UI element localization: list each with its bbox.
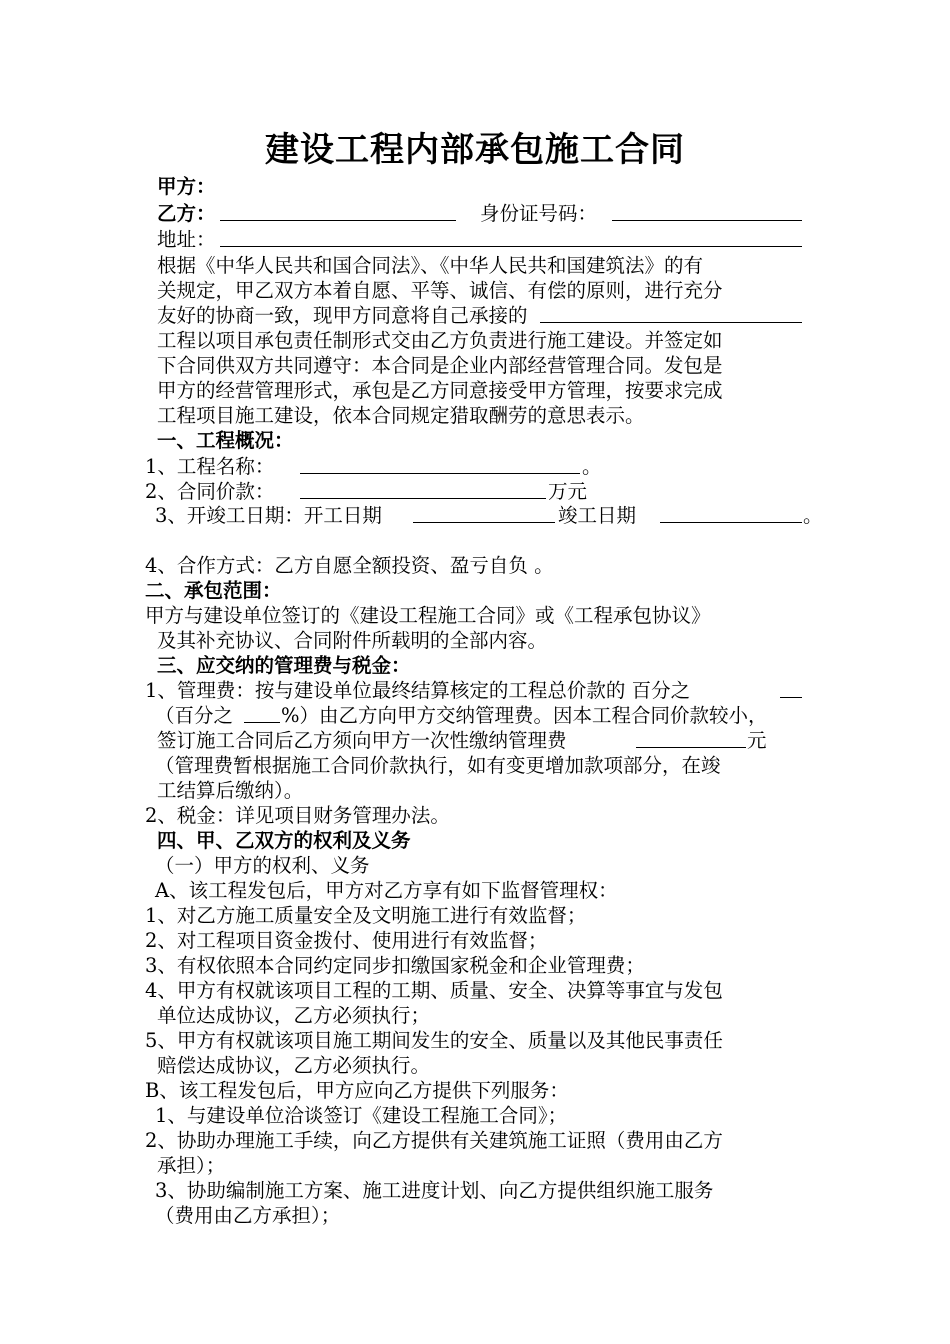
fee-unit: 元 (747, 729, 767, 752)
list-item-cont: 承担）； (157, 1154, 226, 1177)
intro-line: 根据《中华人民共和国合同法》、《中华人民共和国建筑法》的有 (157, 254, 704, 277)
scope-line: 及其补充协议、合同附件所载明的全部内容。 (157, 629, 548, 652)
list-item: 2、对工程项目资金拨付、使用进行有效监督； (145, 929, 548, 952)
list-title-b: B、该工程发包后，甲方应向乙方提供下列服务： (145, 1079, 569, 1102)
address-label: 地址： (157, 228, 216, 251)
list-item: 3、协助编制施工方案、施工进度计划、向乙方提供组织施工服务 (155, 1179, 714, 1202)
percent-blank[interactable] (244, 702, 280, 723)
list-item-cont: 单位达成协议，乙方必须执行； (157, 1004, 431, 1027)
fee-line: 签订施工合同后乙方须向甲方一次性缴纳管理费 (157, 729, 567, 752)
intro-line: 友好的协商一致，现甲方同意将自己承接的 (157, 304, 528, 327)
intro-line: 工程项目施工建设，依本合同规定猎取酬劳的意思表示。 (157, 404, 645, 427)
project-name-blank[interactable] (300, 453, 580, 474)
completion-date-blank[interactable] (660, 502, 802, 523)
fee-line: （管理费暂根据施工合同价款执行，如有变更增加款项部分，在竣 (155, 754, 721, 777)
project-name-label: 1、工程名称： (145, 455, 275, 478)
percent-words-blank[interactable] (780, 677, 802, 698)
list-item: 3、有权依照本合同约定同步扣缴国家税金和企业管理费； (145, 954, 645, 977)
section-heading-overview: 一、工程概况： (157, 429, 294, 452)
fee-line-b: %）由乙方向甲方交纳管理费。因本工程合同价款较小， (281, 704, 768, 727)
list-item-cont: （费用由乙方承担）； (155, 1204, 341, 1227)
contract-price-unit: 万元 (548, 480, 588, 503)
intro-line: 关规定，甲乙双方本着自愿、平等、诚信、有偿的原则，进行充分 (157, 279, 723, 302)
dates-end: 。 (803, 504, 823, 527)
party-b-label: 乙方： (157, 202, 216, 225)
dates-label: 3、开竣工日期：开工日期 (155, 504, 382, 527)
party-b-blank[interactable] (220, 200, 456, 221)
list-item: 5、甲方有权就该项目施工期间发生的安全、质量以及其他民事责任 (145, 1029, 723, 1052)
fee-line: 工结算后缴纳）。 (157, 779, 304, 802)
project-blank[interactable] (540, 302, 802, 323)
list-item: 2、协助办理施工手续，向乙方提供有关建筑施工证照（费用由乙方 (145, 1129, 723, 1152)
list-item: 4、甲方有权就该项目工程的工期、质量、安全、决算等事宜与发包 (145, 979, 723, 1002)
id-number-label: 身份证号码： (480, 202, 598, 225)
contract-price-label: 2、合同价款： (145, 480, 275, 503)
scope-line: 甲方与建设单位签订的《建设工程施工合同》或《工程承包协议》 (145, 604, 711, 627)
management-fee-blank[interactable] (636, 727, 746, 748)
list-item: 1、对乙方施工质量安全及文明施工进行有效监督； (145, 904, 587, 927)
contract-price-blank[interactable] (300, 478, 546, 499)
subsection-heading: （一）甲方的权利、义务 (155, 854, 370, 877)
list-title-a: A、该工程发包后，甲方对乙方享有如下监督管理权： (155, 879, 618, 902)
intro-line: 工程以项目承包责任制形式交由乙方负责进行施工建设。并签定如 (157, 329, 723, 352)
section-heading-rights: 四、甲、乙双方的权利及义务 (157, 829, 411, 852)
fee-line-a: （百分之 (155, 704, 234, 727)
completion-date-label: 竣工日期 (558, 504, 637, 527)
document-title: 建设工程内部承包施工合同 (265, 130, 685, 170)
cooperation-mode: 4、合作方式：乙方自愿全额投资、盈亏自负 。 (145, 554, 554, 577)
list-item-cont: 赔偿达成协议，乙方必须执行。 (157, 1054, 431, 1077)
fee-line: 1、管理费：按与建设单位最终结算核定的工程总价款的 百分之 (145, 679, 691, 702)
id-number-blank[interactable] (612, 200, 802, 221)
section-heading-scope: 二、承包范围： (145, 579, 282, 602)
intro-line: 甲方的经营管理形式，承包是乙方同意接受甲方管理，按要求完成 (157, 379, 723, 402)
intro-line: 下合同供双方共同遵守：本合同是企业内部经营管理合同。发包是 (157, 354, 723, 377)
tax-line: 2、税金：详见项目财务管理办法。 (145, 804, 450, 827)
start-date-blank[interactable] (413, 502, 555, 523)
project-name-end: 。 (582, 455, 602, 478)
list-item: 1、与建设单位洽谈签订《建设工程施工合同》； (155, 1104, 568, 1127)
address-blank[interactable] (220, 226, 802, 247)
party-a-label: 甲方： (157, 175, 216, 198)
section-heading-fees: 三、应交纳的管理费与税金： (157, 654, 411, 677)
